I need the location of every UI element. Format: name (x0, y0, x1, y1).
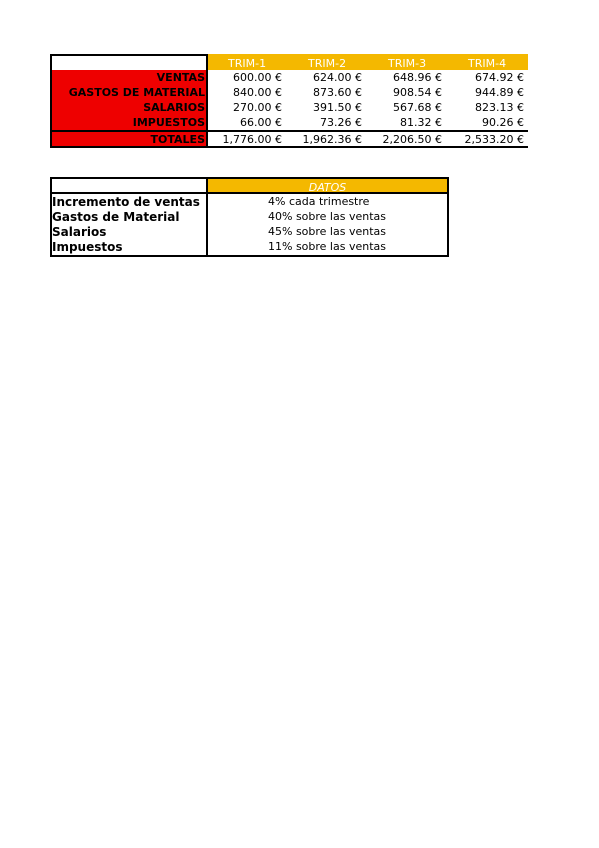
total-cell: 1,962.36 € (288, 130, 368, 148)
quarter-header-4: TRIM-4 (448, 54, 528, 70)
total-cell: 1,776.00 € (208, 130, 288, 148)
value-cell: 840.00 € (233, 86, 282, 99)
quarter-header-3: TRIM-3 (368, 54, 448, 70)
row-label-totales: TOTALES (50, 130, 208, 148)
value-cell: 823.13 € (475, 101, 524, 114)
row-label-impuestos: IMPUESTOS (50, 115, 208, 130)
value-cell: 66.00 € (240, 116, 282, 129)
row-label-gastos-material: GASTOS DE MATERIAL (50, 85, 208, 100)
value-cell: 908.54 € (393, 86, 442, 99)
value-cell: 624.00 € (313, 71, 362, 84)
data-value: 4% cada trimestre (268, 195, 370, 208)
value-cell: 270.00 € (233, 101, 282, 114)
data-table (50, 177, 449, 257)
quarter-header-1: TRIM-1 (208, 54, 288, 70)
value-cell: 81.32 € (400, 116, 442, 129)
data-table-header: DATOS (208, 177, 449, 194)
value-cell: 944.89 € (475, 86, 524, 99)
budget-table (50, 54, 528, 148)
data-value: 40% sobre las ventas (268, 210, 386, 223)
total-cell: 2,533.20 € (448, 130, 528, 148)
data-value: 11% sobre las ventas (268, 240, 386, 253)
table-corner-cell (50, 54, 208, 70)
data-label-incremento: Incremento de ventas (52, 195, 200, 209)
value-cell: 674.92 € (475, 71, 524, 84)
value-cell: 391.50 € (313, 101, 362, 114)
quarter-header-2: TRIM-2 (288, 54, 368, 70)
table-corner-cell (50, 177, 208, 194)
data-label-salarios: Salarios (52, 225, 107, 239)
value-cell: 600.00 € (233, 71, 282, 84)
row-label-ventas: VENTAS (50, 70, 208, 85)
value-cell: 90.26 € (482, 116, 524, 129)
total-cell: 2,206.50 € (368, 130, 448, 148)
data-label-gastos: Gastos de Material (52, 210, 180, 224)
value-cell: 648.96 € (393, 71, 442, 84)
data-label-impuestos: Impuestos (52, 240, 123, 254)
value-cell: 73.26 € (320, 116, 362, 129)
row-label-salarios: SALARIOS (50, 100, 208, 115)
value-cell: 567.68 € (393, 101, 442, 114)
value-cell: 873.60 € (313, 86, 362, 99)
data-value: 45% sobre las ventas (268, 225, 386, 238)
